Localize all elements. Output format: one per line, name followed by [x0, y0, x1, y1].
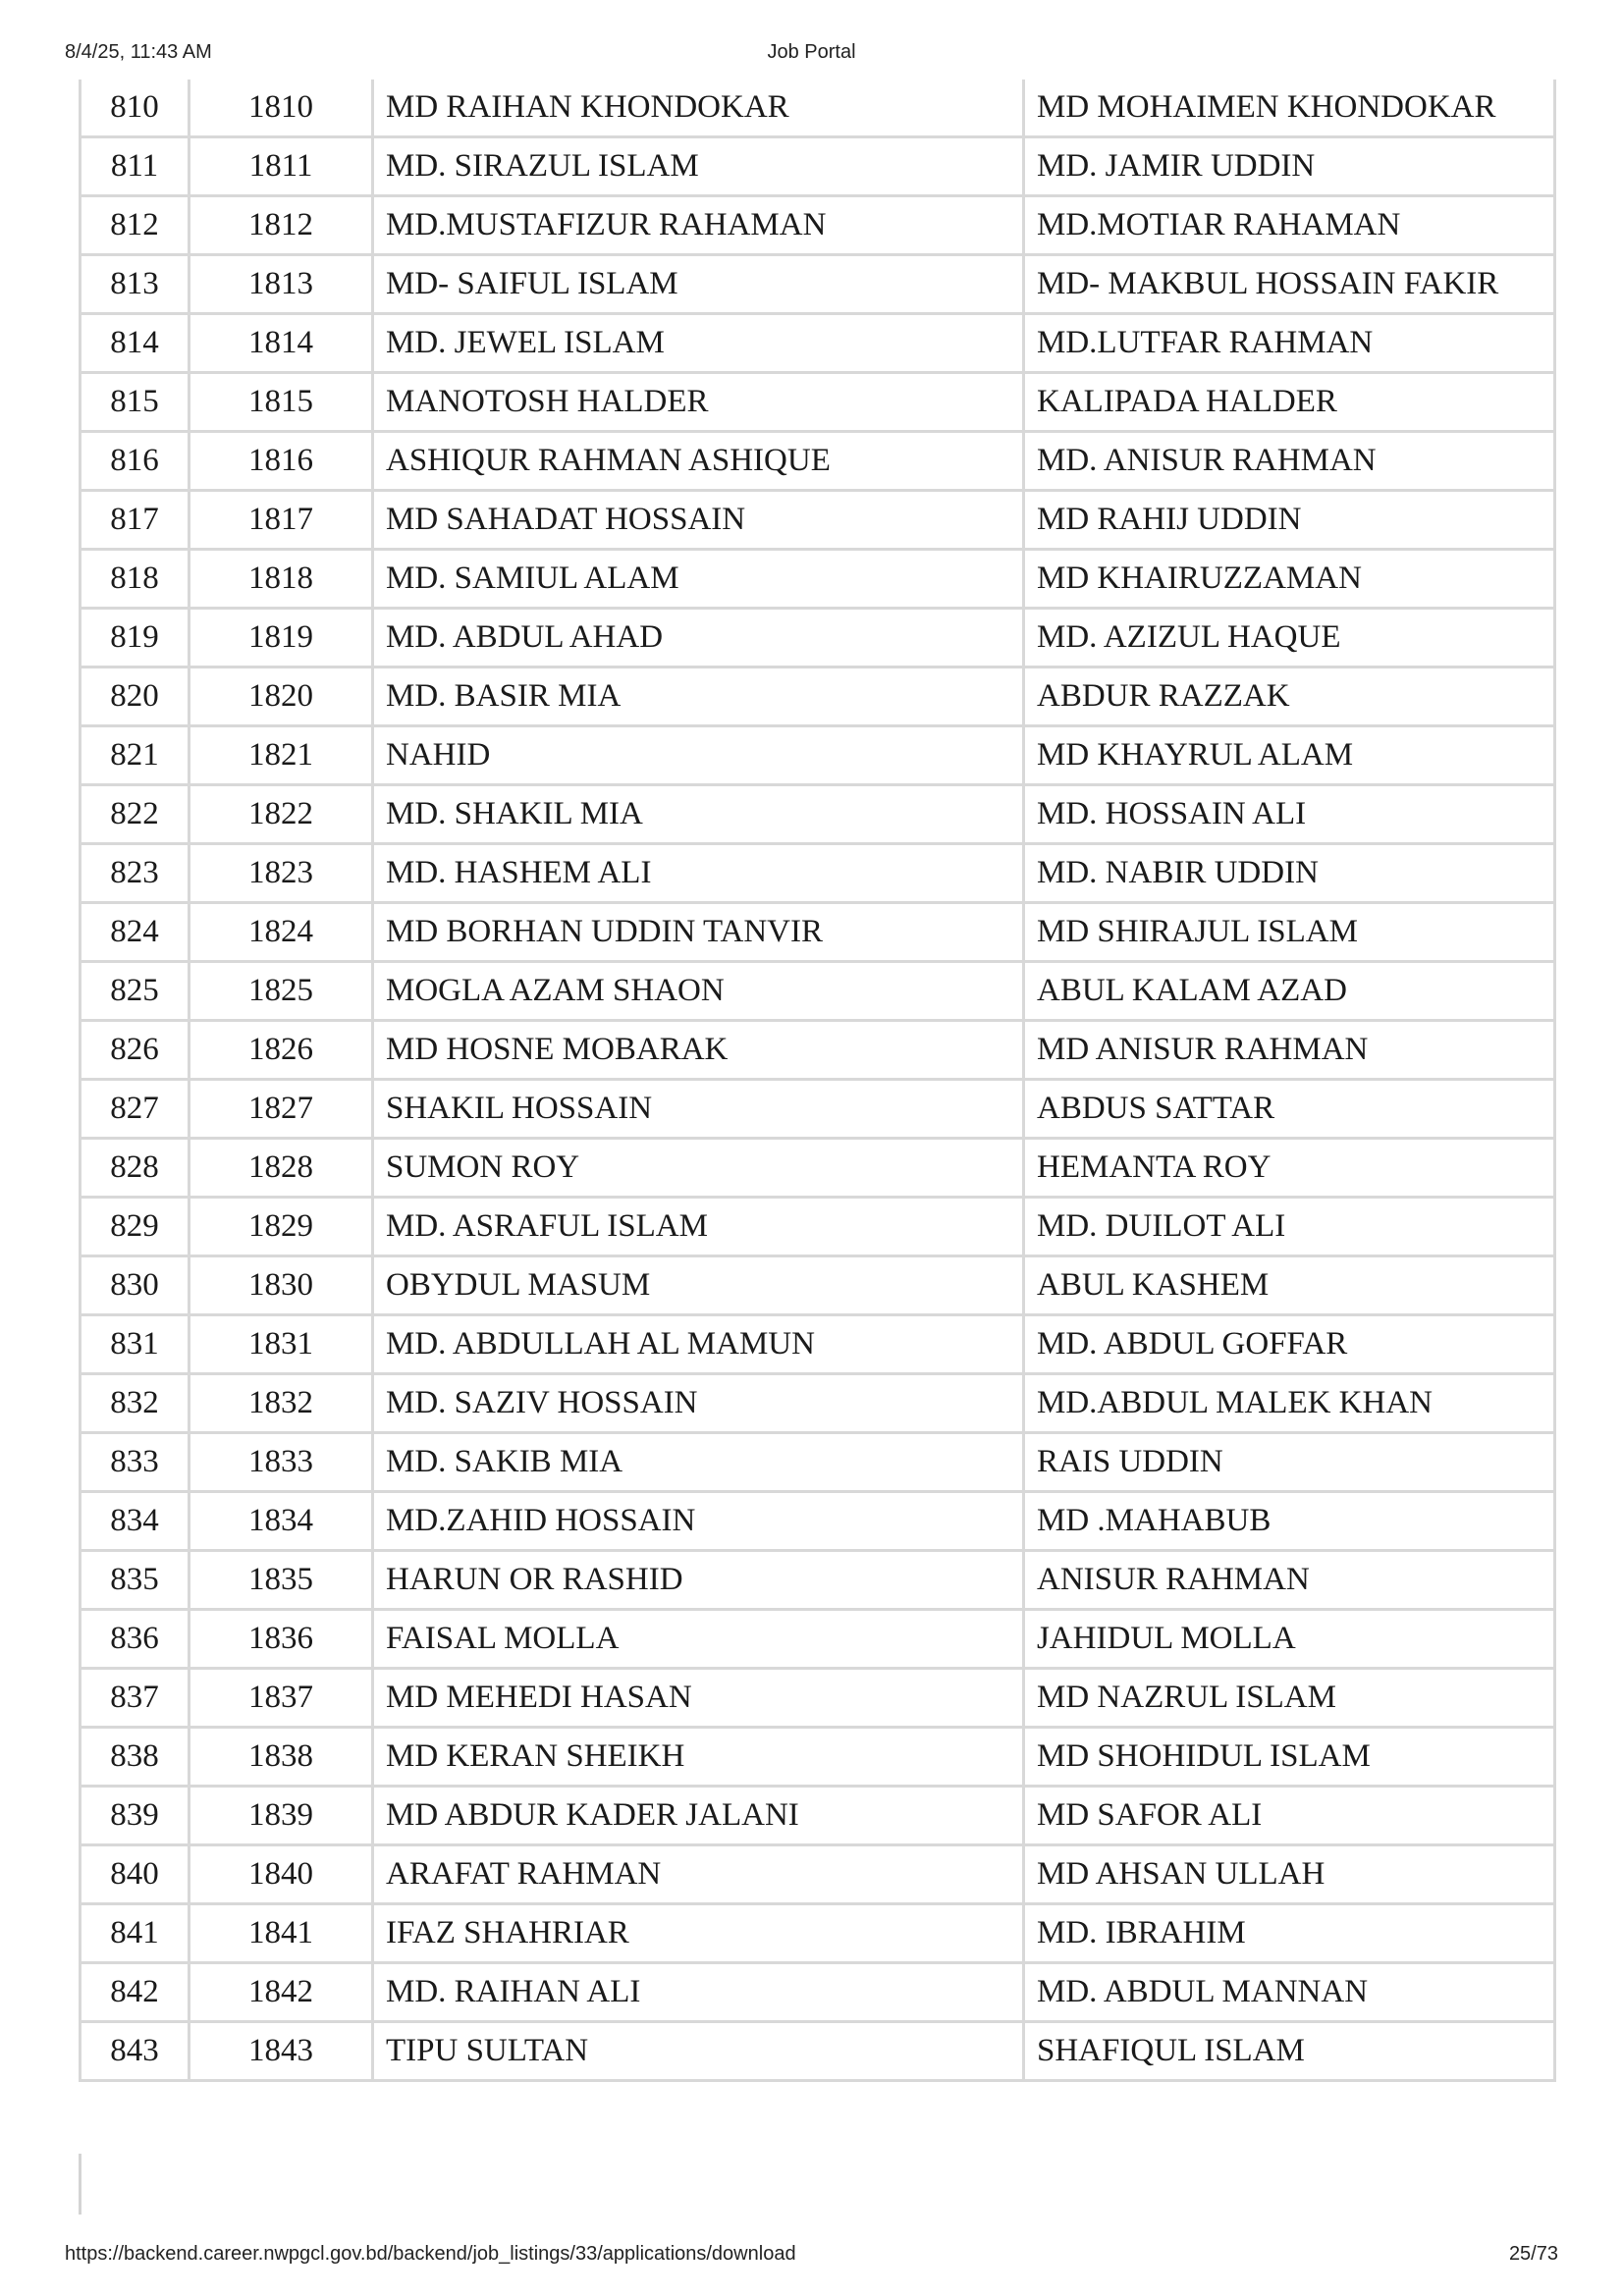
applicant-name-cell: TIPU SULTAN [373, 2022, 1024, 2081]
applicant-name-cell: MD SAHADAT HOSSAIN [373, 491, 1024, 550]
table-continuation-rule [79, 2154, 81, 2215]
print-timestamp: 8/4/25, 11:43 AM [65, 41, 212, 63]
serial-number-cell: 811 [81, 137, 189, 196]
applicant-name-cell: MD. JEWEL ISLAM [373, 314, 1024, 373]
roll-number-cell: 1810 [189, 80, 373, 137]
roll-number-cell: 1841 [189, 1904, 373, 1963]
father-name-cell: ABDUR RAZZAK [1024, 667, 1555, 726]
applicant-name-cell: MD- SAIFUL ISLAM [373, 255, 1024, 314]
roll-number-cell: 1827 [189, 1080, 373, 1139]
roll-number-cell: 1836 [189, 1610, 373, 1669]
serial-number-cell: 816 [81, 432, 189, 491]
table-row [81, 1845, 1555, 1904]
roll-number-cell: 1830 [189, 1256, 373, 1315]
roll-number-cell: 1828 [189, 1139, 373, 1198]
father-name-cell: MD AHSAN ULLAH [1024, 1845, 1555, 1904]
table-row [81, 80, 1555, 137]
serial-number-cell: 819 [81, 609, 189, 667]
roll-number-cell: 1829 [189, 1198, 373, 1256]
father-name-cell: KALIPADA HALDER [1024, 373, 1555, 432]
serial-number-cell: 839 [81, 1787, 189, 1845]
father-name-cell: MD. DUILOT ALI [1024, 1198, 1555, 1256]
table-row [81, 1139, 1555, 1198]
father-name-cell: MD. IBRAHIM [1024, 1904, 1555, 1963]
father-name-cell: MD- MAKBUL HOSSAIN FAKIR [1024, 255, 1555, 314]
roll-number-cell: 1818 [189, 550, 373, 609]
roll-number-cell: 1834 [189, 1492, 373, 1551]
table-row [81, 1433, 1555, 1492]
table-row [81, 667, 1555, 726]
applicant-name-cell: MD KERAN SHEIKH [373, 1728, 1024, 1787]
father-name-cell: MD.MOTIAR RAHAMAN [1024, 196, 1555, 255]
serial-number-cell: 829 [81, 1198, 189, 1256]
applicant-name-cell: IFAZ SHAHRIAR [373, 1904, 1024, 1963]
page-number: 25/73 [1508, 2243, 1558, 2265]
father-name-cell: MD RAHIJ UDDIN [1024, 491, 1555, 550]
father-name-cell: MD KHAIRUZZAMAN [1024, 550, 1555, 609]
table-row [81, 255, 1555, 314]
roll-number-cell: 1835 [189, 1551, 373, 1610]
father-name-cell: ANISUR RAHMAN [1024, 1551, 1555, 1610]
roll-number-cell: 1824 [189, 903, 373, 962]
table-row [81, 785, 1555, 844]
table-row [81, 1728, 1555, 1787]
applicant-name-cell: MD. SAKIB MIA [373, 1433, 1024, 1492]
table-row [81, 1904, 1555, 1963]
serial-number-cell: 828 [81, 1139, 189, 1198]
applicant-name-cell: MD. SHAKIL MIA [373, 785, 1024, 844]
father-name-cell: MD MOHAIMEN KHONDOKAR [1024, 80, 1555, 137]
serial-number-cell: 826 [81, 1021, 189, 1080]
applicant-name-cell: FAISAL MOLLA [373, 1610, 1024, 1669]
applicant-name-cell: OBYDUL MASUM [373, 1256, 1024, 1315]
roll-number-cell: 1826 [189, 1021, 373, 1080]
applicants-table [79, 80, 1556, 2082]
table-row [81, 550, 1555, 609]
father-name-cell: MD .MAHABUB [1024, 1492, 1555, 1551]
serial-number-cell: 825 [81, 962, 189, 1021]
table-row [81, 1963, 1555, 2022]
roll-number-cell: 1842 [189, 1963, 373, 2022]
table-row [81, 373, 1555, 432]
table-row [81, 844, 1555, 903]
applicant-name-cell: SUMON ROY [373, 1139, 1024, 1198]
father-name-cell: MD. ABDUL MANNAN [1024, 1963, 1555, 2022]
roll-number-cell: 1813 [189, 255, 373, 314]
roll-number-cell: 1825 [189, 962, 373, 1021]
applicants-table-body [81, 80, 1555, 2081]
father-name-cell: ABDUS SATTAR [1024, 1080, 1555, 1139]
serial-number-cell: 840 [81, 1845, 189, 1904]
applicant-name-cell: NAHID [373, 726, 1024, 785]
table-row [81, 1492, 1555, 1551]
table-row [81, 2022, 1555, 2081]
serial-number-cell: 813 [81, 255, 189, 314]
serial-number-cell: 821 [81, 726, 189, 785]
serial-number-cell: 834 [81, 1492, 189, 1551]
table-row [81, 196, 1555, 255]
father-name-cell: MD SAFOR ALI [1024, 1787, 1555, 1845]
father-name-cell: MD SHIRAJUL ISLAM [1024, 903, 1555, 962]
table-row [81, 314, 1555, 373]
roll-number-cell: 1811 [189, 137, 373, 196]
roll-number-cell: 1819 [189, 609, 373, 667]
roll-number-cell: 1821 [189, 726, 373, 785]
roll-number-cell: 1823 [189, 844, 373, 903]
roll-number-cell: 1820 [189, 667, 373, 726]
roll-number-cell: 1822 [189, 785, 373, 844]
father-name-cell: MD ANISUR RAHMAN [1024, 1021, 1555, 1080]
applicant-name-cell: HARUN OR RASHID [373, 1551, 1024, 1610]
father-name-cell: MD. NABIR UDDIN [1024, 844, 1555, 903]
father-name-cell: MD. AZIZUL HAQUE [1024, 609, 1555, 667]
father-name-cell: SHAFIQUL ISLAM [1024, 2022, 1555, 2081]
father-name-cell: MD.LUTFAR RAHMAN [1024, 314, 1555, 373]
table-row [81, 1551, 1555, 1610]
applicant-name-cell: ARAFAT RAHMAN [373, 1845, 1024, 1904]
applicant-name-cell: MD ABDUR KADER JALANI [373, 1787, 1024, 1845]
table-row [81, 1374, 1555, 1433]
serial-number-cell: 838 [81, 1728, 189, 1787]
serial-number-cell: 812 [81, 196, 189, 255]
father-name-cell: MD.ABDUL MALEK KHAN [1024, 1374, 1555, 1433]
table-row [81, 1610, 1555, 1669]
roll-number-cell: 1812 [189, 196, 373, 255]
father-name-cell: ABUL KALAM AZAD [1024, 962, 1555, 1021]
applicant-name-cell: MD HOSNE MOBARAK [373, 1021, 1024, 1080]
roll-number-cell: 1832 [189, 1374, 373, 1433]
father-name-cell: MD KHAYRUL ALAM [1024, 726, 1555, 785]
serial-number-cell: 841 [81, 1904, 189, 1963]
roll-number-cell: 1833 [189, 1433, 373, 1492]
serial-number-cell: 817 [81, 491, 189, 550]
applicant-name-cell: MD.ZAHID HOSSAIN [373, 1492, 1024, 1551]
table-row [81, 609, 1555, 667]
applicant-name-cell: MD BORHAN UDDIN TANVIR [373, 903, 1024, 962]
applicant-name-cell: MOGLA AZAM SHAON [373, 962, 1024, 1021]
serial-number-cell: 832 [81, 1374, 189, 1433]
roll-number-cell: 1817 [189, 491, 373, 550]
roll-number-cell: 1843 [189, 2022, 373, 2081]
table-row [81, 1021, 1555, 1080]
applicant-name-cell: MD. SAZIV HOSSAIN [373, 1374, 1024, 1433]
serial-number-cell: 835 [81, 1551, 189, 1610]
applicant-name-cell: MD.MUSTAFIZUR RAHAMAN [373, 196, 1024, 255]
table-row [81, 491, 1555, 550]
applicant-name-cell: MD. ABDULLAH AL MAMUN [373, 1315, 1024, 1374]
father-name-cell: JAHIDUL MOLLA [1024, 1610, 1555, 1669]
applicant-name-cell: MD RAIHAN KHONDOKAR [373, 80, 1024, 137]
applicants-table-container [79, 80, 1553, 2082]
table-row [81, 1256, 1555, 1315]
serial-number-cell: 818 [81, 550, 189, 609]
serial-number-cell: 824 [81, 903, 189, 962]
serial-number-cell: 822 [81, 785, 189, 844]
father-name-cell: MD. HOSSAIN ALI [1024, 785, 1555, 844]
serial-number-cell: 823 [81, 844, 189, 903]
table-row [81, 903, 1555, 962]
serial-number-cell: 837 [81, 1669, 189, 1728]
table-row [81, 1669, 1555, 1728]
table-row [81, 137, 1555, 196]
table-row [81, 962, 1555, 1021]
serial-number-cell: 810 [81, 80, 189, 137]
serial-number-cell: 814 [81, 314, 189, 373]
father-name-cell: MD. ANISUR RAHMAN [1024, 432, 1555, 491]
father-name-cell: HEMANTA ROY [1024, 1139, 1555, 1198]
father-name-cell: MD. JAMIR UDDIN [1024, 137, 1555, 196]
applicant-name-cell: MD. ABDUL AHAD [373, 609, 1024, 667]
father-name-cell: MD SHOHIDUL ISLAM [1024, 1728, 1555, 1787]
table-row [81, 726, 1555, 785]
applicant-name-cell: MD. SIRAZUL ISLAM [373, 137, 1024, 196]
roll-number-cell: 1837 [189, 1669, 373, 1728]
table-row [81, 1080, 1555, 1139]
serial-number-cell: 833 [81, 1433, 189, 1492]
applicant-name-cell: MD. RAIHAN ALI [373, 1963, 1024, 2022]
roll-number-cell: 1815 [189, 373, 373, 432]
roll-number-cell: 1831 [189, 1315, 373, 1374]
page-url: https://backend.career.nwpgcl.gov.bd/backend/job_listings/33/applications/download [65, 2243, 796, 2265]
roll-number-cell: 1838 [189, 1728, 373, 1787]
table-row [81, 1315, 1555, 1374]
applicant-name-cell: MD. BASIR MIA [373, 667, 1024, 726]
table-row [81, 1787, 1555, 1845]
table-row [81, 1198, 1555, 1256]
applicant-name-cell: MD. HASHEM ALI [373, 844, 1024, 903]
applicant-name-cell: ASHIQUR RAHMAN ASHIQUE [373, 432, 1024, 491]
applicant-name-cell: MD MEHEDI HASAN [373, 1669, 1024, 1728]
roll-number-cell: 1814 [189, 314, 373, 373]
serial-number-cell: 842 [81, 1963, 189, 2022]
applicant-name-cell: MD. SAMIUL ALAM [373, 550, 1024, 609]
father-name-cell: MD. ABDUL GOFFAR [1024, 1315, 1555, 1374]
roll-number-cell: 1840 [189, 1845, 373, 1904]
father-name-cell: ABUL KASHEM [1024, 1256, 1555, 1315]
serial-number-cell: 820 [81, 667, 189, 726]
serial-number-cell: 831 [81, 1315, 189, 1374]
page-title: Job Portal [767, 41, 856, 63]
serial-number-cell: 827 [81, 1080, 189, 1139]
roll-number-cell: 1816 [189, 432, 373, 491]
serial-number-cell: 815 [81, 373, 189, 432]
serial-number-cell: 836 [81, 1610, 189, 1669]
father-name-cell: MD NAZRUL ISLAM [1024, 1669, 1555, 1728]
applicant-name-cell: MANOTOSH HALDER [373, 373, 1024, 432]
applicant-name-cell: SHAKIL HOSSAIN [373, 1080, 1024, 1139]
roll-number-cell: 1839 [189, 1787, 373, 1845]
serial-number-cell: 830 [81, 1256, 189, 1315]
serial-number-cell: 843 [81, 2022, 189, 2081]
print-footer [65, 2243, 1558, 2270]
table-row [81, 432, 1555, 491]
print-header [65, 41, 1558, 69]
father-name-cell: RAIS UDDIN [1024, 1433, 1555, 1492]
applicant-name-cell: MD. ASRAFUL ISLAM [373, 1198, 1024, 1256]
